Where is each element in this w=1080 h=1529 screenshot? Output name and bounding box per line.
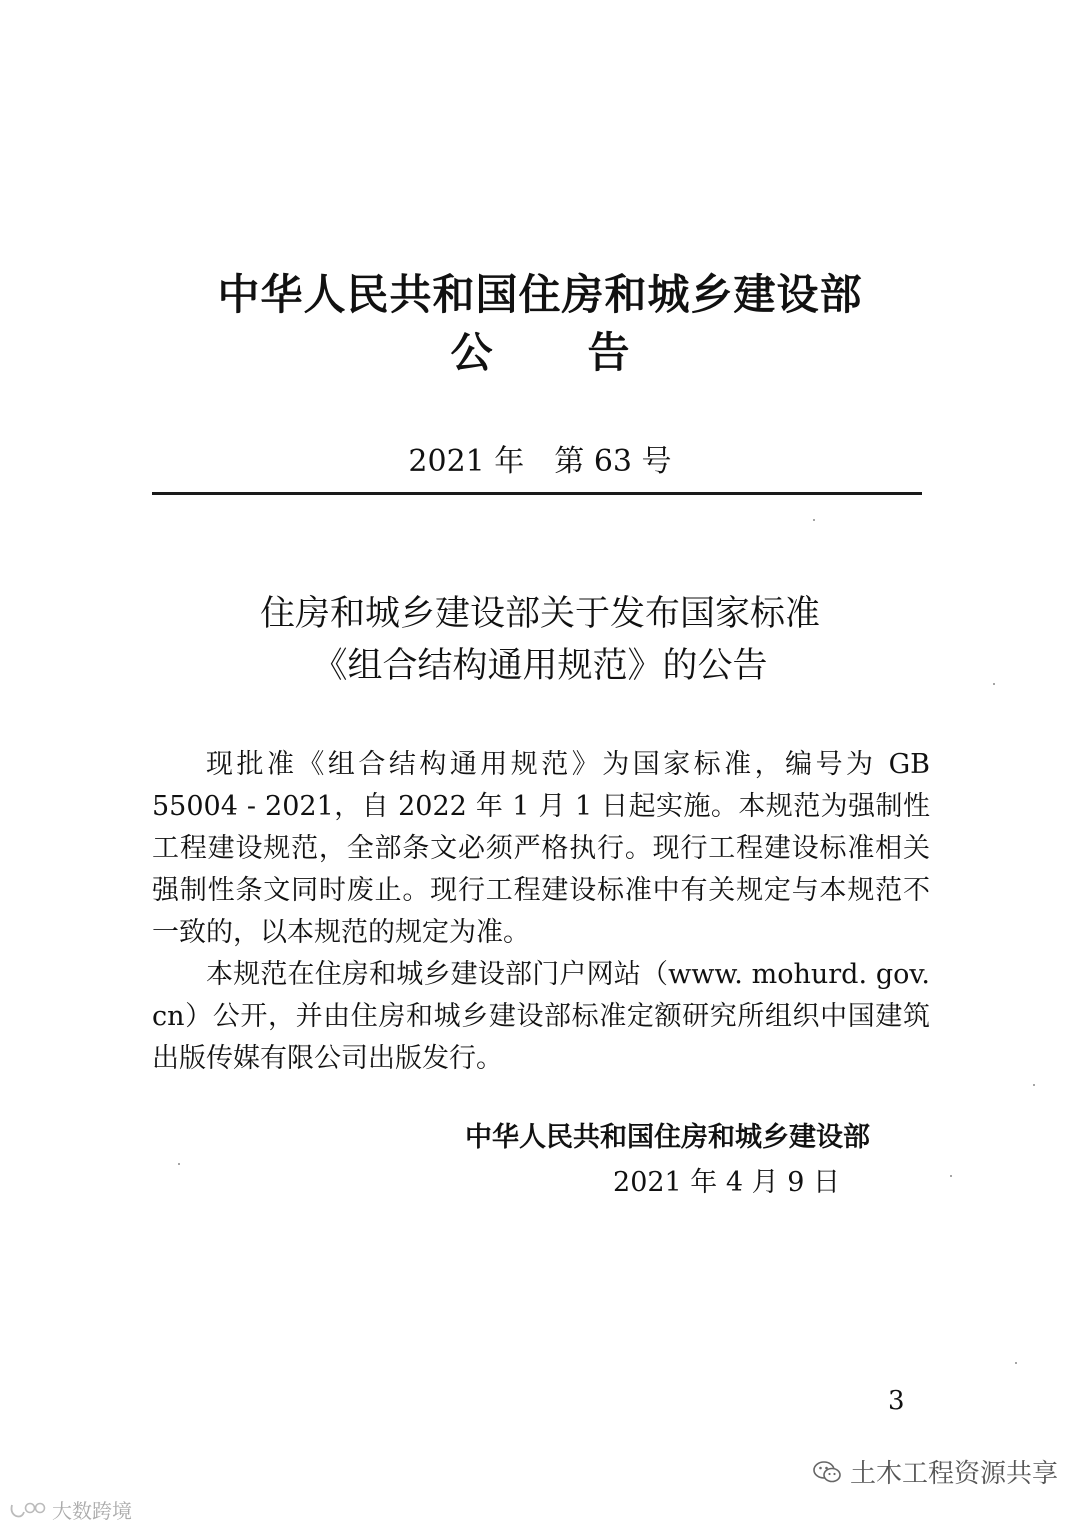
document-type-heading: 公告	[450, 328, 725, 377]
scan-speck	[1033, 1084, 1035, 1086]
scan-speck	[1015, 1362, 1017, 1364]
watermark-left	[8, 1495, 132, 1524]
subject-line-1: 住房和城乡建设部关于发布国家标准	[259, 594, 820, 634]
scan-speck	[950, 1175, 952, 1177]
document-number: 2021 年 第 63 号	[408, 444, 672, 479]
watermark-right	[812, 1453, 1058, 1490]
announcement-body	[152, 744, 930, 1080]
signature-date: 2021 年 4 月 9 日	[613, 1167, 840, 1198]
page-number: 3	[888, 1386, 905, 1416]
scan-speck	[993, 683, 995, 685]
watermark-left-text: 大数跨境	[52, 1499, 132, 1523]
scan-speck	[178, 1163, 180, 1165]
header-divider	[152, 492, 922, 495]
scan-speck	[813, 519, 815, 521]
announcement-subject	[0, 588, 1080, 692]
signer: 中华人民共和国住房和城乡建设部	[465, 1122, 870, 1153]
watermark-right-text: 土木工程资源共享	[849, 1459, 1058, 1489]
issuer-title: 中华人民共和国住房和城乡建设部	[217, 270, 863, 319]
subject-line-2: 《组合结构通用规范》的公告	[312, 646, 768, 686]
body-paragraph-1: 现批准《组合结构通用规范》为国家标准，编号为 GB 55004 - 2021，自 2022 年 1 月 1 日起实施。本规范为强制性工程建设规范，全部条文必须严格执行。现行工程建设标准相关强制性条文同时废止。现行工程建设标准中有关规定与本规范不一致的，以本规范的规定为准。	[152, 749, 930, 948]
brand-logo-icon	[8, 1499, 48, 1521]
body-paragraph-2: 本规范在住房和城乡建设部门户网站（www. mohurd. gov. cn）公开，并由住房和城乡建设部标准定额研究所组织中国建筑出版传媒有限公司出版发行。	[152, 959, 930, 1074]
wechat-icon	[812, 1459, 842, 1485]
